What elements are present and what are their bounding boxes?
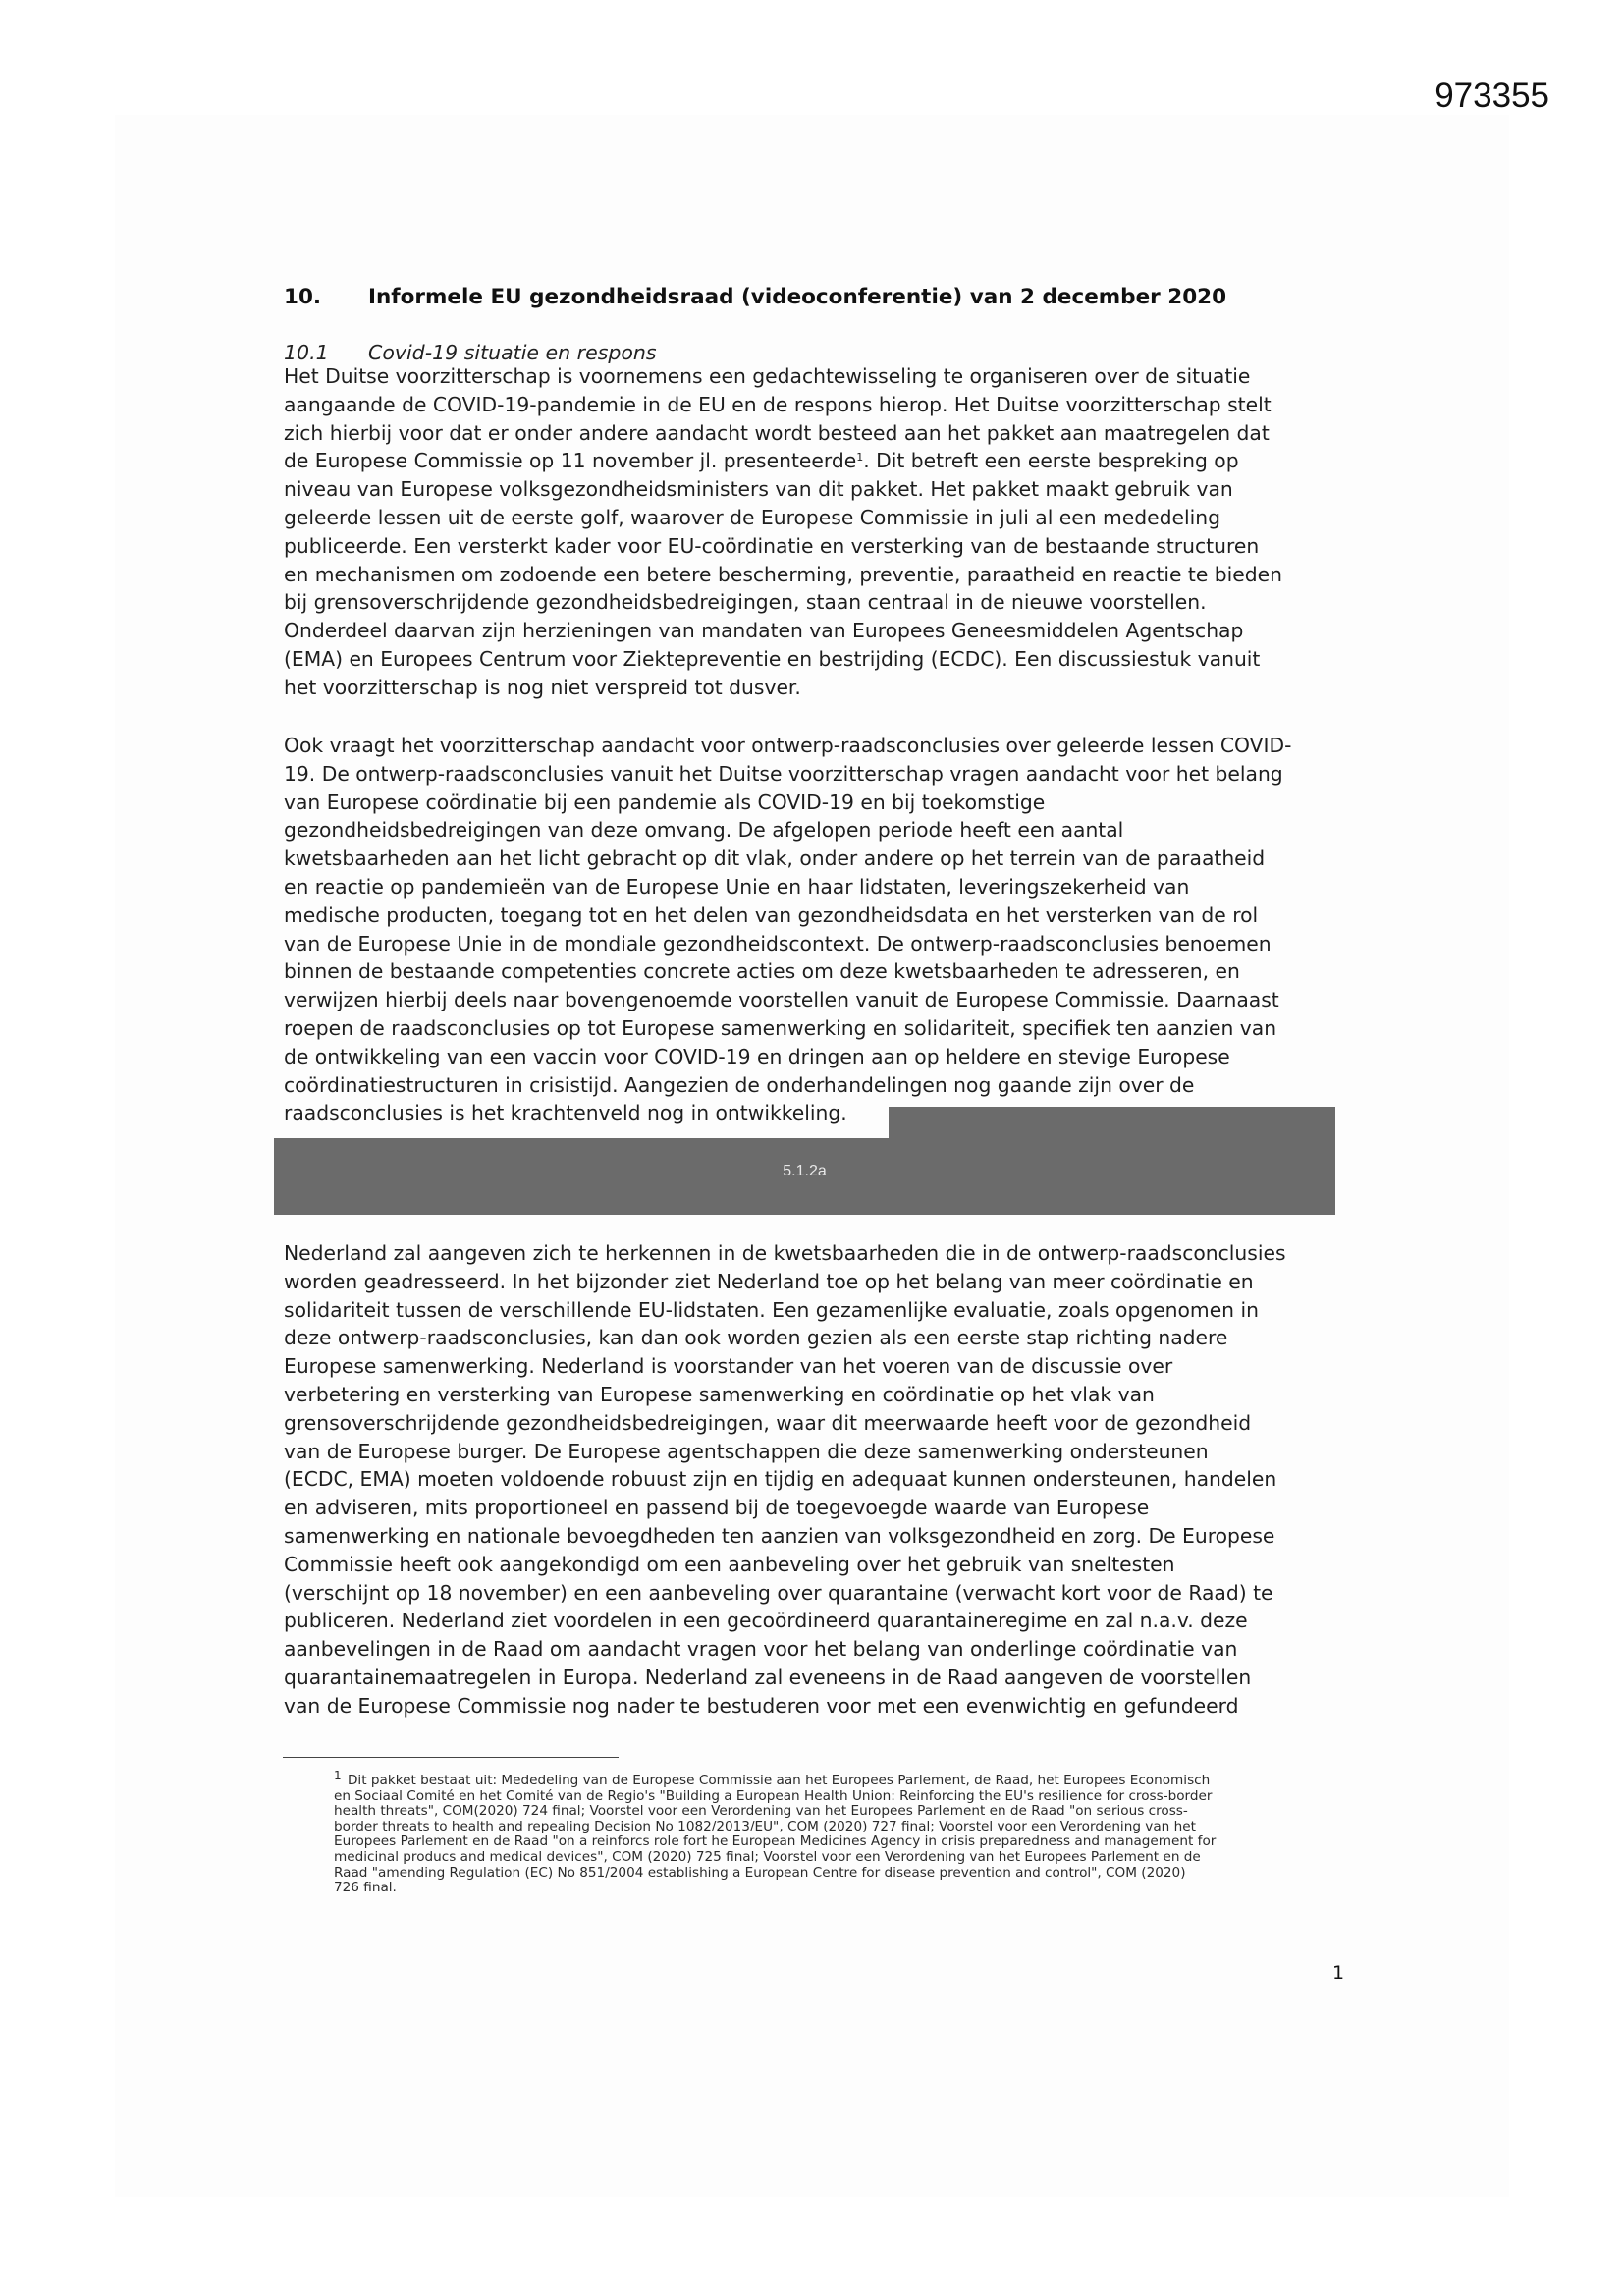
text-line: publiceerde. Een versterkt kader voor EU-coördinatie en versterking van de bestaande structuren [284, 533, 1260, 558]
text-line-with-footnote [284, 447, 1374, 475]
footnote-reference[interactable]: 1 [856, 451, 864, 465]
subsection-title: Covid-19 situatie en respons [368, 341, 657, 364]
redaction-label: 5.1.2a [783, 1163, 827, 1179]
text-line: worden geadresseerd. In het bijzonder ziet Nederland toe op het belang van meer coördinatie en [284, 1269, 1254, 1293]
text-fragment: . Dit betreft een eerste bespreking op [863, 449, 1239, 473]
paragraph-raadsconclusies [284, 732, 1374, 1127]
section-title: Informele EU gezondheidsraad (videoconferentie) van 2 december 2020 [368, 285, 1227, 309]
footnote-line: medicinal producs and medical devices", COM (2020) 725 final; Voorstel voor een Verordening van het Europees Parlement en de [334, 1848, 1201, 1865]
footnote-line: health threats", COM(2020) 724 final; Voorstel voor een Verordening van het Europees Parlement en de Raad "on serious cross- [334, 1803, 1188, 1820]
footnote-line: border threats to health and repealing Decision No 1082/2013/EU", COM (2020) 727 final; Voorstel voor een Verordening van het [334, 1818, 1196, 1834]
text-line: medische producten, toegang tot en het delen van gezondheidsdata en het versterken van de rol [284, 902, 1259, 927]
text-line: Ook vraagt het voorzitterschap aandacht voor ontwerp-raadsconclusies over geleerde lessen COVID- [284, 734, 1292, 757]
text-line: zich hierbij voor dat er onder andere aandacht wordt besteed aan het pakket aan maatregelen dat [284, 420, 1270, 445]
text-line: grensoverschrijdende gezondheidsbedreigingen, waar dit meerwaarde heeft voor de gezondheid [284, 1410, 1252, 1435]
document-id: 973355 [1435, 77, 1549, 115]
text-line: (ECDC, EMA) moeten voldoende robuust zijn en tijdig en adequaat kunnen ondersteunen, handelen [284, 1467, 1277, 1492]
text-line: kwetsbaarheden aan het licht gebracht op dit vlak, onder andere op het terrein van de paraatheid [284, 847, 1266, 871]
page-number: 1 [1332, 1962, 1345, 1984]
subsection-number: 10.1 [284, 341, 329, 364]
text-line: geleerde lessen uit de eerste golf, waarover de Europese Commissie in juli al een mededeling [284, 505, 1220, 529]
footnote-line [334, 1769, 1365, 1789]
footnote-line: 726 final. [334, 1880, 397, 1896]
text-line: Het Duitse voorzitterschap is voornemens een gedachtewisseling te organiseren over de situatie [284, 364, 1251, 388]
text-line: binnen de bestaande competenties concrete acties om deze kwetsbaarheden te adresseren, en [284, 959, 1240, 984]
text-fragment: de Europese Commissie op 11 november jl. presenteerde [284, 449, 857, 473]
text-line: het voorzitterschap is nog niet verspreid tot dusver. [284, 675, 801, 699]
text-line: (EMA) en Europees Centrum voor Ziektepreventie en bestrijding (ECDC). Een discussiestuk vanuit [284, 646, 1261, 671]
text-line: verbetering en versterking van Europese samenwerking en coördinatie op het vlak van [284, 1382, 1155, 1406]
section-heading [284, 285, 1226, 309]
text-line: roepen de raadsconclusies op tot Europese samenwerking en solidariteit, specifiek ten aanzien van [284, 1015, 1277, 1040]
text-line: (verschijnt op 18 november) en een aanbeveling over quarantaine (verwacht kort voor de Raad) te [284, 1580, 1273, 1605]
text-line: solidariteit tussen de verschillende EU-lidstaten. Een gezamenlijke evaluatie, zoals opgenomen in [284, 1297, 1259, 1322]
footnote-line: Raad "amending Regulation (EC) No 851/2004 establishing a European Centre for disease prevention and control", COM (2020) [334, 1864, 1186, 1881]
section-number: 10. [284, 285, 322, 309]
text-line: publiceren. Nederland ziet voordelen in een gecoördineerd quarantaineregime en zal n.a.v. deze [284, 1609, 1248, 1633]
text-line: van de Europese burger. De Europese agentschappen die deze samenwerking ondersteunen [284, 1439, 1209, 1463]
text-line: deze ontwerp-raadsconclusies, kan dan ook worden gezien als een eerste stap richting nadere [284, 1326, 1228, 1350]
text-line: de ontwikkeling van een vaccin voor COVID-19 en dringen aan op heldere en stevige Europese [284, 1044, 1230, 1068]
text-line: Commissie heeft ook aangekondigd om een aanbeveling over het gebruik van sneltesten [284, 1552, 1175, 1576]
text-line: coördinatiestructuren in crisistijd. Aangezien de onderhandelingen nog gaande zijn over de [284, 1072, 1195, 1097]
text-line: en adviseren, mits proportioneel en passend bij de toegevoegde waarde van Europese [284, 1496, 1150, 1520]
text-line: en reactie op pandemieën van de Europese Unie en haar lidstaten, leveringszekerheid van [284, 874, 1190, 899]
text-fragment: Dit pakket bestaat uit: Mededeling van de Europese Commissie aan het Europees Parlement, de Raad, het Europees Economisch [347, 1773, 1211, 1788]
footnote [334, 1769, 1365, 1896]
text-line: raadsconclusies is het krachtenveld nog in ontwikkeling. [284, 1101, 847, 1125]
footnote-marker: 1 [334, 1769, 342, 1782]
redaction-block [274, 1138, 1335, 1215]
text-line: niveau van Europese volksgezondheidsministers van dit pakket. Het pakket maakt gebruik van [284, 477, 1233, 502]
text-line: samenwerking en nationale bevoegdheden ten aanzien van volksgezondheid en zorg. De Europese [284, 1523, 1275, 1548]
text-line: quarantainemaatregelen in Europa. Nederland zal eveneens in de Raad aangeven de voorstellen [284, 1665, 1252, 1689]
text-line: bij grensoverschrijdende gezondheidsbedreigingen, staan centraal in de nieuwe voorstellen. [284, 590, 1207, 615]
text-line: en mechanismen om zodoende een betere bescherming, preventie, paraatheid en reactie te bieden [284, 562, 1282, 586]
footnote-separator [283, 1757, 619, 1758]
paragraph-situatie [284, 362, 1374, 702]
text-line: gezondheidsbedreigingen van deze omvang. De afgelopen periode heeft een aantal [284, 818, 1124, 843]
paragraph-nederland [284, 1239, 1374, 1721]
text-line: Europese samenwerking. Nederland is voorstander van het voeren van de discussie over [284, 1354, 1173, 1379]
text-line: 19. De ontwerp-raadsconclusies vanuit het Duitse voorzitterschap vragen aandacht voor het belang [284, 761, 1283, 786]
redaction-block-top [889, 1107, 1335, 1138]
text-line: aanbevelingen in de Raad om aandacht vragen voor het belang van onderlinge coördinatie van [284, 1637, 1238, 1662]
footnote-line: Europees Parlement en de Raad "on a reinforcs role fort he European Medicines Agency in crisis preparedness and management for [334, 1833, 1217, 1850]
text-line: verwijzen hierbij deels naar bovengenoemde voorstellen vanuit de Europese Commissie. Daarnaast [284, 988, 1279, 1012]
text-line: van Europese coördinatie bij een pandemie als COVID-19 en bij toekomstige [284, 790, 1046, 814]
text-line: van de Europese Unie in de mondiale gezondheidscontext. De ontwerp-raadsconclusies benoemen [284, 931, 1272, 956]
text-line: van de Europese Commissie nog nader te bestuderen voor met een evenwichtig en gefundeerd [284, 1693, 1239, 1718]
subsection-heading [284, 341, 657, 364]
text-line: aangaande de COVID-19-pandemie in de EU en de respons hierop. Het Duitse voorzitterschap stelt [284, 392, 1272, 416]
text-line: Nederland zal aangeven zich te herkennen in de kwetsbaarheden die in de ontwerp-raadsconclusies [284, 1241, 1286, 1265]
footnote-line: en Sociaal Comité en het Comité van de Regio's "Building a European Health Union: Reinforcing the EU's resilience for cross-border [334, 1787, 1213, 1804]
text-line: Onderdeel daarvan zijn herzieningen van mandaten van Europees Geneesmiddelen Agentschap [284, 619, 1244, 643]
